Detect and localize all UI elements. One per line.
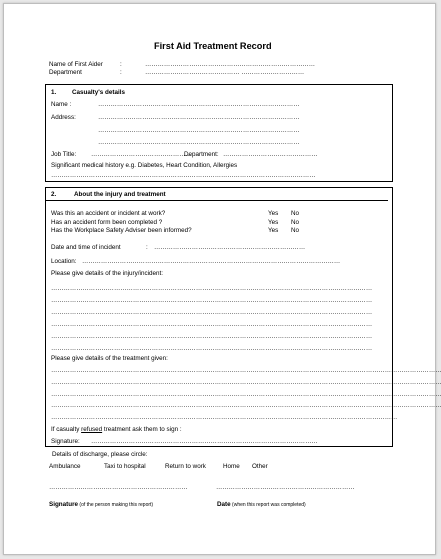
address-field-2[interactable]: …………………………………………………………………………………… xyxy=(98,127,300,134)
injury-treatment-section xyxy=(45,187,441,447)
form-page xyxy=(3,3,441,555)
discharge-label: Details of discharge, please circle: xyxy=(52,451,148,458)
address-field-3[interactable]: …………………………………………………………………………………… xyxy=(98,139,300,146)
department-label: Department xyxy=(49,69,82,76)
treatment-details-line[interactable]: …………………………………………………………………………………………………………………………………………………………………… xyxy=(51,367,441,374)
signature-note: (of the person making this report) xyxy=(78,502,154,508)
form-title: First Aid Treatment Record xyxy=(154,41,272,51)
casualty-department-label: Department: xyxy=(184,151,219,158)
discharge-option-other[interactable]: Other xyxy=(252,463,268,470)
report-date-field[interactable]: ………………………………………………………… xyxy=(216,484,355,491)
no-option[interactable]: No xyxy=(291,227,300,234)
location-field[interactable]: …………………………………………………………………………………………………………… xyxy=(82,258,341,265)
date-note: (when this report was completed) xyxy=(230,502,306,508)
address-label: Address: xyxy=(51,114,76,121)
injury-details-line[interactable]: ……………………………………………………………………………………………………………………………………… xyxy=(51,285,373,292)
section2-number: 2. xyxy=(51,191,57,198)
datetime-label: Date and time of incident xyxy=(51,244,121,251)
injury-details-line[interactable]: ……………………………………………………………………………………………………………………………………… xyxy=(51,333,373,340)
question-text: Was this an accident or incident at work? xyxy=(51,210,166,217)
discharge-option-return-to-work[interactable]: Return to work xyxy=(165,463,206,470)
injury-details-line[interactable]: ……………………………………………………………………………………………………………………………………… xyxy=(51,309,373,316)
casualty-details-section xyxy=(45,84,393,182)
no-option[interactable]: No xyxy=(291,219,300,226)
reporter-signature-field[interactable]: ………………………………………………………… xyxy=(49,484,188,491)
treatment-details-line[interactable]: ………………………………………………………………………………………………………………………………………………… xyxy=(51,414,398,421)
treatment-details-label: Please give details of the treatment given: xyxy=(51,355,168,362)
yes-option[interactable]: Yes xyxy=(268,219,279,226)
yes-option[interactable]: Yes xyxy=(268,227,279,234)
injury-details-label: Please give details of the injury/incident: xyxy=(51,270,164,277)
address-field-1[interactable]: …………………………………………………………………………………… xyxy=(98,114,300,121)
discharge-option-home[interactable]: Home xyxy=(223,463,240,470)
refused-treatment-text xyxy=(51,426,182,433)
refused-suffix: treatment ask them to sign : xyxy=(102,426,182,433)
first-aider-label: Name of First Aider xyxy=(49,61,103,68)
treatment-details-line[interactable]: …………………………………………………………………………………………………………………………………………………………………… xyxy=(51,391,441,398)
datetime-colon: : xyxy=(146,244,148,251)
job-title-field[interactable]: ………………………………………… xyxy=(91,151,192,158)
date-label: Date xyxy=(217,501,231,508)
first-aider-colon: : xyxy=(120,61,122,68)
report-date-caption xyxy=(217,493,306,511)
no-option[interactable]: No xyxy=(291,210,300,217)
section2-divider xyxy=(46,200,388,201)
treatment-details-line[interactable]: …………………………………………………………………………………………………………………………………………………………………… xyxy=(51,379,441,386)
medical-history-field[interactable]: ……………………………………………………………………………………………………………… xyxy=(51,172,316,179)
injury-details-line[interactable]: ……………………………………………………………………………………………………………………………………… xyxy=(51,297,373,304)
name-field[interactable]: …………………………………………………………………………………… xyxy=(98,101,300,108)
casualty-signature-field[interactable]: ……………………………………………………………………………………………… xyxy=(91,438,318,445)
injury-details-line[interactable]: ……………………………………………………………………………………………………………………………………… xyxy=(51,345,373,352)
refused-prefix: If casualty xyxy=(51,426,82,433)
casualty-signature-label: Signature: xyxy=(51,438,80,445)
casualty-department-field[interactable]: ……………………………………… xyxy=(223,151,318,158)
discharge-option-taxi[interactable]: Taxi to hospital xyxy=(104,463,146,470)
section1-number: 1. xyxy=(51,89,57,96)
question-text: Has an accident form been completed ? xyxy=(51,219,163,226)
signature-label: Signature xyxy=(49,501,79,508)
location-label: Location: xyxy=(51,258,77,265)
department-colon: : xyxy=(120,69,122,76)
name-label: Name : xyxy=(51,101,72,108)
question-text: Has the Workplace Safety Adviser been informed? xyxy=(51,227,192,234)
injury-details-line[interactable]: ……………………………………………………………………………………………………………………………………… xyxy=(51,321,373,328)
reporter-signature-caption xyxy=(49,493,153,511)
job-title-label: Job Title: xyxy=(51,151,77,158)
discharge-option-ambulance[interactable]: Ambulance xyxy=(49,463,81,470)
treatment-details-line[interactable]: …………………………………………………………………………………………………………………………………………………………………… xyxy=(51,402,441,409)
medical-history-label: Significant medical history e.g. Diabetes, Heart Condition, Allergies xyxy=(51,162,238,169)
section1-heading: Casualty's details xyxy=(72,89,125,96)
datetime-field[interactable]: ……………………………………………………………… xyxy=(154,244,306,251)
first-aider-field[interactable]: ……………………………………………………………………… xyxy=(145,61,316,68)
refused-word: refused xyxy=(81,426,103,433)
yes-option[interactable]: Yes xyxy=(268,210,279,217)
department-field[interactable]: ……………………………………… ………………………… xyxy=(145,69,305,76)
section2-heading: About the injury and treatment xyxy=(74,191,166,198)
